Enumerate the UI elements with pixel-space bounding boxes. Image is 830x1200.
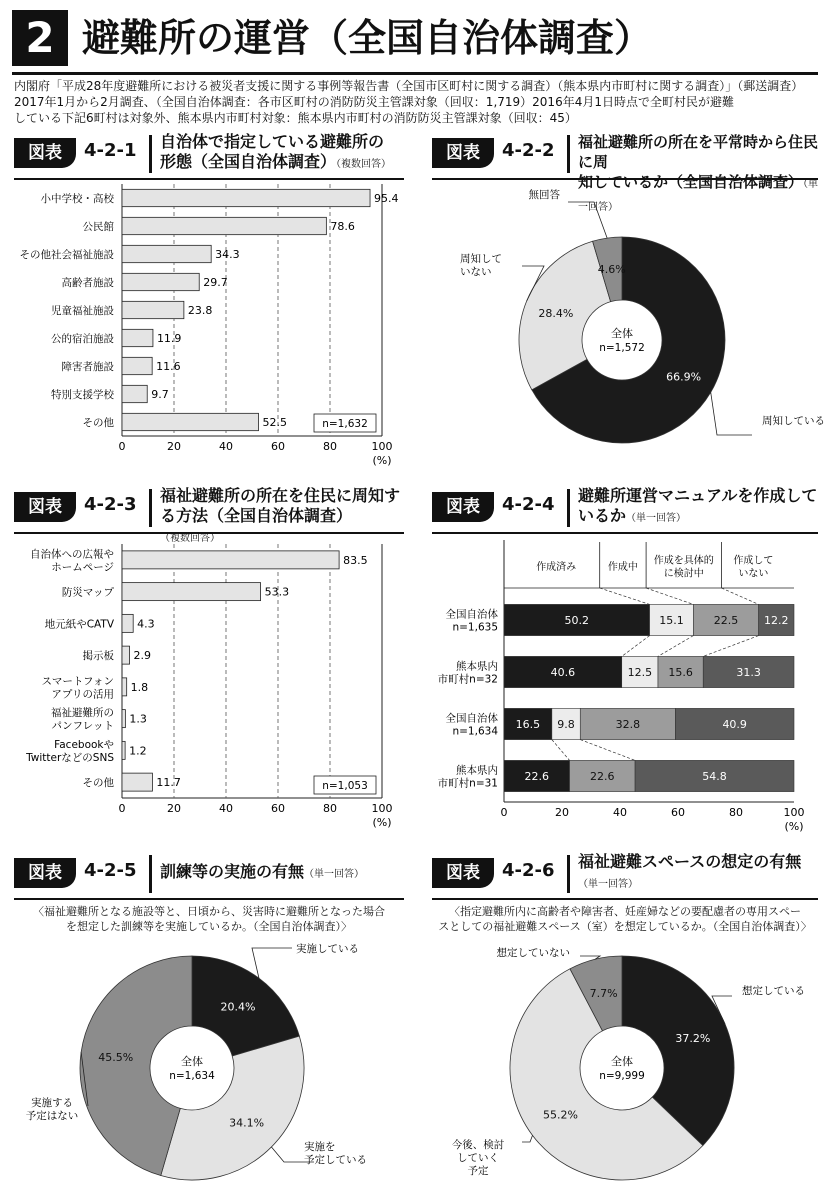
category-label: 障害者施設 [61, 361, 114, 373]
figure-tag: 図表 [14, 858, 76, 888]
figure-tag: 図表 [14, 138, 76, 168]
chart-4-2-1 [14, 180, 410, 476]
segment-value-label: 31.3 [736, 666, 761, 679]
x-tick-label: 20 [167, 802, 181, 815]
category-label: 地元紙やCATV [44, 618, 114, 631]
callout-line [711, 392, 752, 435]
category-label: ホームページ [51, 561, 114, 574]
bar [122, 551, 339, 569]
row-label: 全国自治体 [445, 712, 498, 725]
slice-category-label: 周知して [460, 253, 502, 265]
answer-type: （単一回答） [304, 869, 365, 880]
data-label: 78.6 [330, 220, 355, 233]
figure-rule [14, 532, 404, 534]
category-label: TwitterなどのSNS [26, 751, 114, 764]
x-tick-label: 100 [783, 806, 805, 819]
x-tick-label: 60 [671, 806, 685, 819]
answer-type: （単一回答） [626, 513, 687, 524]
intro-line: 内閣府「平成28年度避難所における被災者支援に関する事例等報告書（全国市区町村に関する調査）（熊本県内市町村に関する調査）」（郵送調査） [14, 79, 804, 93]
segment-value-label: 12.2 [764, 614, 789, 627]
row-label: 熊本県内 [456, 764, 498, 777]
category-label: 児童福祉施設 [51, 305, 114, 317]
slice-category-label: 今後、検討 [451, 1139, 505, 1151]
intro-text [14, 78, 820, 126]
category-label: その他 [82, 777, 114, 790]
n-label: n=1,632 [322, 418, 368, 430]
category-label: スマートフォン [41, 675, 114, 688]
bar [122, 678, 127, 696]
data-label: 1.8 [130, 680, 149, 694]
figure-tag: 図表 [432, 858, 494, 888]
category-label: Facebookや [54, 738, 114, 751]
bar [122, 245, 211, 262]
x-tick-label: 60 [271, 802, 285, 815]
figure-note-4-2-6 [432, 904, 818, 934]
connector-line [600, 588, 650, 604]
center-label: 全体 [611, 327, 633, 340]
legend-label: に検討中 [663, 568, 704, 580]
segment-value-label: 16.5 [515, 718, 541, 731]
figure-number: 4-2-1 [84, 140, 137, 161]
figure-title [160, 862, 364, 885]
category-label: その他社会福祉施設 [19, 249, 114, 261]
slice-value-label: 45.5% [98, 1051, 134, 1065]
x-tick-label: 80 [729, 806, 743, 819]
slice-category-label: いない [460, 266, 492, 278]
figure-title [578, 852, 801, 895]
note-line: スとしての福祉避難スペース（室）を想定しているか。（全国自治体調査）〉 [438, 920, 812, 933]
data-label: 11.6 [156, 360, 181, 373]
connector-line [703, 636, 758, 657]
x-axis-unit: (%) [784, 820, 804, 833]
figure-number: 4-2-3 [84, 494, 137, 515]
center-label: 全体 [181, 1055, 203, 1068]
x-tick-label: 0 [118, 440, 126, 453]
x-tick-label: 100 [371, 802, 393, 815]
category-label: 福祉避難所の [51, 707, 114, 720]
legend-label: 作成済み [536, 562, 577, 573]
connector-line [658, 636, 693, 657]
category-label: 高齢者施設 [61, 277, 114, 289]
note-line: を想定した訓練等を実施しているか。（全国自治体調査）〉 [66, 920, 352, 933]
connector-line [552, 740, 570, 761]
figure-tag: 図表 [432, 138, 494, 168]
row-label: 全国自治体 [445, 608, 498, 621]
bar [122, 773, 152, 791]
figure-tag: 図表 [432, 492, 494, 522]
figure-title-line: 福祉避難スペースの想定の有無 [578, 852, 802, 871]
slice-category-label: 予定している [304, 1154, 367, 1166]
slice-category-label: 予定はない [25, 1110, 79, 1122]
figure-title [578, 486, 817, 529]
chart-4-2-3 [14, 536, 410, 836]
section-number: 2 [12, 10, 68, 66]
figure-title-line: いるか [578, 506, 627, 525]
slice-value-label: 20.4% [220, 1000, 256, 1014]
category-label: 自治体への広報や [30, 548, 114, 561]
slice-category-label: 予定 [467, 1165, 489, 1177]
chart-4-2-6 [432, 938, 818, 1196]
row-label: n=1,635 [452, 621, 498, 634]
figure-divider [149, 489, 152, 527]
slice-value-label: 37.2% [675, 1031, 711, 1045]
x-axis-unit: (%) [372, 454, 392, 467]
figure-tag: 図表 [14, 492, 76, 522]
x-axis-unit: (%) [372, 816, 392, 829]
chart-4-2-5 [14, 938, 410, 1196]
data-label: 11.9 [156, 332, 182, 345]
category-label: 防災マップ [61, 586, 114, 599]
figure-title-line: 自治体で指定している避難所の [160, 132, 385, 151]
bar [122, 273, 199, 290]
intro-line: 2017年1月から2月調査、（全国自治体調査：各市区町村の消防防災主管課対象（回収：1,719）2016年4月1日時点で全町村民が避難 [14, 95, 734, 109]
bar [122, 413, 259, 430]
x-tick-label: 0 [118, 802, 126, 815]
figure-rule [14, 898, 404, 900]
slice-category-label: 実施を [304, 1141, 336, 1153]
segment-value-label: 54.8 [702, 770, 727, 783]
slice-value-label: 34.1% [229, 1116, 265, 1130]
data-label: 1.3 [129, 712, 147, 726]
legend-label: いない [738, 568, 769, 580]
figure-header-4-2-4 [432, 486, 818, 530]
data-label: 4.3 [137, 617, 155, 631]
answer-type: （単一回答） [578, 179, 819, 213]
data-label: 52.5 [262, 416, 287, 429]
figure-title-line: 知しているか（全国自治体調査） [578, 173, 804, 191]
figure-title-line: 福祉避難所の所在を住民に周知す [160, 486, 401, 505]
bar [122, 357, 152, 374]
bar [122, 741, 125, 759]
section-title: 避難所の運営（全国自治体調査） [82, 16, 653, 60]
figure-title-line: る方法（全国自治体調査） [160, 506, 353, 525]
category-label: その他 [82, 417, 114, 429]
bar [122, 301, 184, 318]
x-tick-label: 0 [500, 806, 508, 819]
chart-4-2-4 [432, 540, 818, 840]
segment-value-label: 9.8 [557, 718, 575, 731]
connector-line [622, 636, 650, 657]
x-tick-label: 80 [323, 440, 337, 453]
segment-value-label: 22.5 [713, 614, 739, 627]
data-label: 34.3 [215, 248, 240, 261]
slice-category-label: 想定している [742, 985, 805, 997]
figure-number: 4-2-6 [502, 860, 555, 881]
figure-header-4-2-3 [14, 486, 404, 544]
slice-value-label: 66.9% [666, 370, 702, 384]
data-label: 1.2 [129, 744, 147, 758]
figure-divider [149, 135, 152, 173]
bar [122, 329, 153, 346]
figure-header-4-2-1 [14, 132, 404, 176]
center-n-label: n=1,572 [599, 342, 645, 354]
x-tick-label: 20 [167, 440, 181, 453]
bar [122, 710, 125, 728]
legend-label: 作成中 [607, 562, 638, 573]
n-label: n=1,053 [322, 780, 368, 792]
bar [122, 189, 370, 206]
slice-category-label: 想定していない [496, 947, 570, 959]
connector-line [646, 588, 693, 604]
figure-title-line: 福祉避難所の所在を平常時から住民に周 [578, 133, 819, 171]
x-tick-label: 40 [219, 440, 233, 453]
figure-header-4-2-5 [14, 852, 404, 896]
segment-value-label: 15.6 [668, 666, 693, 679]
figure-title [160, 132, 391, 175]
row-label: 市町村n=31 [437, 777, 498, 790]
category-label: 掲示板 [82, 650, 114, 663]
intro-line: している下記6町村は対象外、熊本県内市町村対象：熊本県内市町村の消防防災主管課対象（回収：45） [14, 111, 577, 125]
center-n-label: n=9,999 [599, 1070, 645, 1082]
segment-value-label: 15.1 [659, 614, 684, 627]
figure-divider [567, 489, 570, 527]
legend-label: 作成して [733, 555, 774, 567]
legend-label: 作成を具体的 [653, 555, 714, 567]
bar [122, 385, 147, 402]
center-n-label: n=1,634 [169, 1070, 215, 1082]
slice-category-label: 実施する [31, 1097, 73, 1109]
category-label: 特別支援学校 [51, 389, 114, 401]
category-label: パンフレット [51, 720, 114, 733]
bar [122, 583, 261, 601]
figure-note-4-2-5 [14, 904, 404, 934]
slice-category-label: 実施している [296, 943, 359, 955]
slice-category-label: 周知している [762, 415, 825, 427]
figure-title-line: 訓練等の実施の有無 [160, 862, 305, 881]
slice-value-label: 28.4% [538, 306, 574, 320]
figure-title-line: 避難所運営マニュアルを作成して [578, 486, 818, 505]
segment-value-label: 40.6 [550, 666, 576, 679]
figure-rule [432, 898, 818, 900]
section-header [12, 10, 818, 66]
note-line: 〈指定避難所内に高齢者や障害者、妊産婦などの要配慮者の専用スペー [449, 905, 801, 918]
bar [122, 217, 326, 234]
segment-value-label: 12.5 [627, 666, 653, 679]
connector-line [580, 740, 635, 761]
data-label: 23.8 [187, 304, 213, 317]
category-label: 公的宿泊施設 [51, 333, 114, 345]
data-label: 11.7 [156, 776, 181, 790]
slice-value-label: 7.7% [589, 987, 618, 1001]
callout-line [568, 202, 607, 238]
segment-value-label: 50.2 [564, 614, 590, 627]
answer-type: （単一回答） [578, 879, 638, 890]
category-label: アプリの活用 [51, 688, 114, 701]
header-rule [12, 72, 818, 75]
answer-type: （複数回答） [336, 159, 392, 170]
figure-divider [567, 135, 570, 173]
x-tick-label: 100 [371, 440, 393, 453]
bar [122, 646, 130, 664]
x-tick-label: 40 [613, 806, 627, 819]
segment-value-label: 22.6 [590, 770, 615, 783]
figure-number: 4-2-4 [502, 494, 555, 515]
note-line: 〈福祉避難所となる施設等と、日頃から、災害時に避難所となった場合 [33, 905, 385, 918]
figure-number: 4-2-2 [502, 140, 555, 161]
callout-line [522, 1135, 532, 1142]
segment-value-label: 40.9 [722, 718, 747, 731]
slice-value-label: 55.2% [542, 1108, 578, 1122]
category-label: 公民館 [82, 221, 114, 233]
x-tick-label: 80 [323, 802, 337, 815]
segment-value-label: 32.8 [615, 718, 641, 731]
segment-value-label: 22.6 [524, 770, 550, 783]
row-label: n=1,634 [452, 725, 498, 738]
row-label: 熊本県内 [456, 660, 498, 673]
data-label: 53.3 [264, 585, 290, 599]
center-label: 全体 [611, 1055, 633, 1068]
x-tick-label: 60 [271, 440, 285, 453]
x-tick-label: 20 [555, 806, 569, 819]
slice-category-label: 無回答 [528, 189, 560, 201]
chart-4-2-2 [432, 180, 825, 480]
category-label: 小中学校・高校 [40, 193, 114, 205]
figure-number: 4-2-5 [84, 860, 137, 881]
answer-type: （複数回答） [160, 533, 220, 544]
bar [122, 614, 133, 632]
figure-header-4-2-6 [432, 852, 818, 896]
callout-line [252, 948, 292, 978]
row-label: 市町村n=32 [437, 673, 498, 686]
data-label: 95.4 [374, 192, 399, 205]
slice-category-label: していく [457, 1152, 499, 1164]
data-label: 83.5 [343, 553, 368, 567]
data-label: 9.7 [151, 388, 169, 401]
figure-rule [432, 532, 818, 534]
data-label: 2.9 [133, 649, 152, 663]
figure-divider [149, 855, 152, 893]
x-tick-label: 40 [219, 802, 233, 815]
connector-line [722, 588, 759, 604]
data-label: 29.7 [203, 276, 228, 289]
figure-divider [567, 855, 570, 893]
slice-value-label: 4.6% [597, 263, 626, 277]
figure-title-line: 形態（全国自治体調査） [160, 152, 337, 171]
